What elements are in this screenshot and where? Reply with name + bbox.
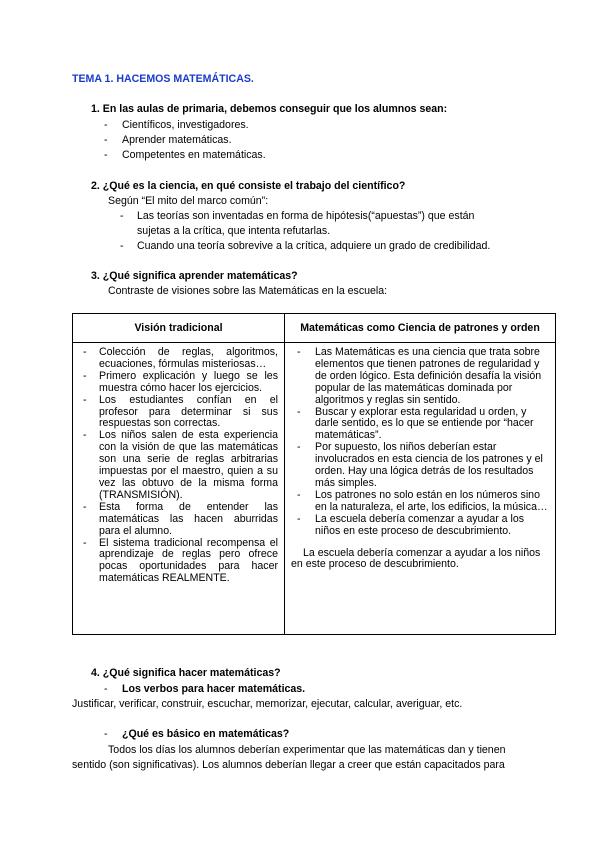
list-item: - Primero explicación y luego se les muestra cómo hacer los ejercicios. [77,371,278,395]
section-2-item-1-line-2: sujetas a la crítica, que intenta refutarlas. [137,225,331,237]
list-item: - Por supuesto, los niños deberían estar involucrados en esta ciencia de los patrones y el orden. Hay una lógica detrás de los resultados más simples. [291,442,549,490]
section-2-item-1-line-1: Las teorías son inventadas en forma de hipótesis(“apuestas”) que están [137,210,475,222]
section-4-subheading-verbs: Los verbos para hacer matemáticas. [122,683,306,695]
dash-bullet: - [104,149,108,161]
closing-paragraph: La escuela debería comenzar a ayudar a los niños en este proceso de descubrimiento. [291,546,541,571]
dash-bullet: - [104,728,108,740]
dash-bullet: - [120,240,124,252]
section-2-intro: Según “El mito del marco común”: [108,195,269,207]
list-item: - El sistema tradicional recompensa el aprendizaje de reglas pero ofrece pocas oportunidades para hacer matemáticas REALMENTE. [77,538,278,586]
section-2-heading: 2. ¿Qué es la ciencia, en qué consiste el trabajo del científico? [91,180,406,192]
list-item: Científicos, investigadores. [122,119,249,131]
list-item: - Esta forma de entender las matemáticas las hacen aburridas para el alumno. [77,502,278,538]
section-1-heading: 1. En las aulas de primaria, debemos conseguir que los alumnos sean: [91,103,448,115]
list-item: - La escuela debería comenzar a ayudar a los niños en este proceso de descubrimiento. [291,514,549,538]
table-header-patterns: Matemáticas como Ciencia de patrones y orden [285,314,556,343]
verbs-list: Justificar, verificar, construir, escuchar, memorizar, ejecutar, calcular, averiguar, etc. [72,698,463,710]
list-item: Aprender matemáticas. [122,134,232,146]
section-2-item-2: Cuando una teoría sobrevive a la crítica, adquiere un grado de credibilidad. [137,240,491,252]
list-item: Competentes en matemáticas. [122,149,266,161]
list-item: - Colección de reglas, algoritmos, ecuaciones, fórmulas misteriosas… [77,347,278,371]
patterns-view-cell [285,343,556,635]
list-item: - Las Matemáticas es una ciencia que trata sobre elementos que tienen patrones de regularidad y de orden lógico. Esta definición desafía la visión popular de las matemáticas dominada por algoritmos y reglas sin sentido. [291,347,549,407]
comparison-table [72,313,556,635]
section-4-heading: 4. ¿Qué significa hacer matemáticas? [91,667,281,679]
list-item: - Los patrones no solo están en los números sino en la naturaleza, el arte, los edificios, la música… [291,490,549,514]
table-header-traditional: Visión tradicional [73,314,285,343]
list-item: - Los estudiantes confían en el profesor para determinar si sus respuestas son correctas. [77,395,278,431]
list-item: - Buscar y explorar esta regularidad u orden, y darle sentido, es lo que se entiende por “hacer matemáticas”. [291,407,549,443]
traditional-view-cell [73,343,285,635]
paragraph-line-1: Todos los días los alumnos deberían experimentar que las matemáticas dan y tienen [108,744,506,756]
section-3-intro: Contraste de visiones sobre las Matemáticas en la escuela: [108,285,388,297]
dash-bullet: - [120,210,124,222]
dash-bullet: - [104,134,108,146]
paragraph-line-2: sentido (son significativas). Los alumnos deberían llegar a creer que están capacitados para [72,759,505,771]
list-item: - Los niños salen de esta experiencia con la visión de que las matemáticas son una serie de reglas arbitrarias impuestas por el maestro, quien a su vez las obtuvo de la misma forma (TRANSMISIÓN). [77,430,278,501]
section-3-heading: 3. ¿Qué significa aprender matemáticas? [91,270,298,282]
section-4-subheading-basics: ¿Qué es básico en matemáticas? [122,728,290,740]
dash-bullet: - [104,683,108,695]
document-title: TEMA 1. HACEMOS MATEMÁTICAS. [72,73,254,85]
dash-bullet: - [104,119,108,131]
